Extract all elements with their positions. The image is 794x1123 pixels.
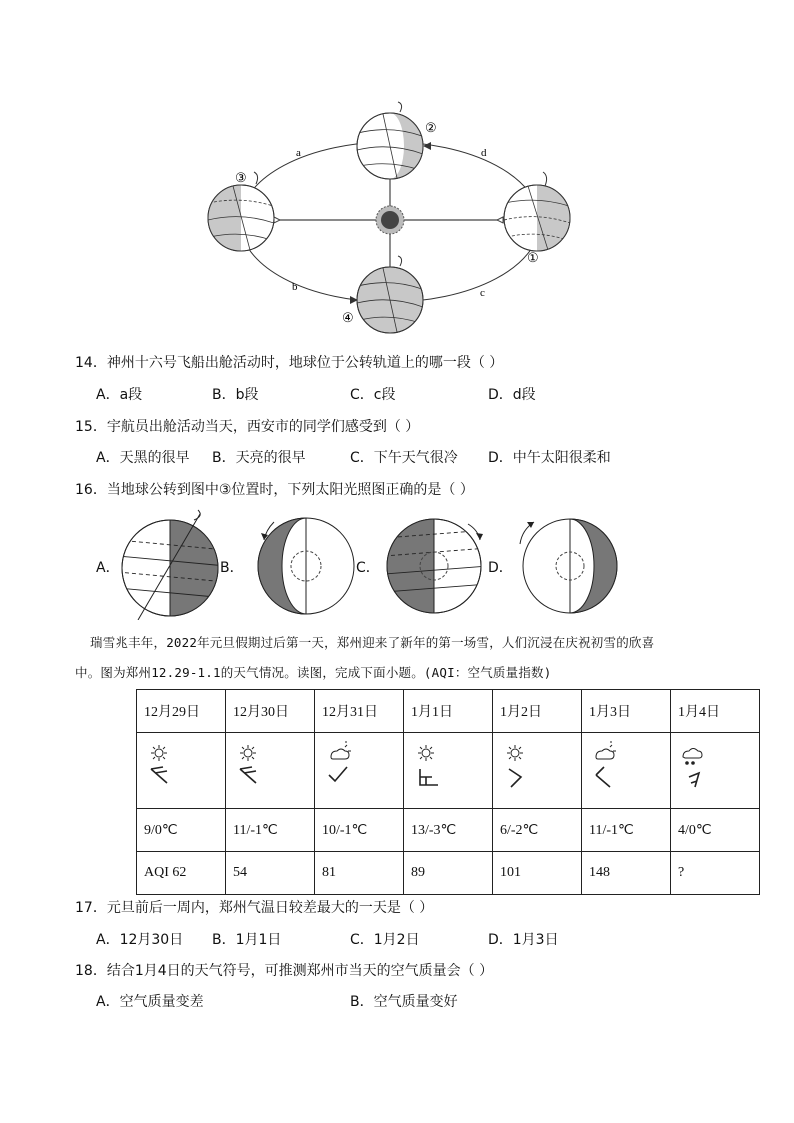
svg-text:c: c	[480, 287, 485, 299]
wind-symbol	[329, 767, 347, 781]
q17-option-c[interactable]: C．1月2日	[350, 932, 420, 948]
date-row	[137, 690, 760, 733]
q16-option-c-label[interactable]: C．	[356, 560, 380, 576]
q15-option-a[interactable]: A．天黑的很早	[96, 450, 190, 466]
svg-text:d: d	[481, 147, 487, 159]
temp-cell: 4/0℃	[671, 809, 760, 852]
weather-table	[136, 689, 760, 895]
snow-icon	[683, 749, 702, 765]
wind-symbol	[240, 767, 256, 783]
sunny-icon	[240, 745, 256, 761]
date-cell: 1月1日	[404, 690, 493, 733]
weather-cell	[493, 733, 582, 809]
passage-line-2: 中。图为郑州12.29-1.1的天气情况。读图，完成下面小题。(AQI：空气质量指数)	[75, 665, 552, 680]
q14-option-a[interactable]: A．a段	[96, 387, 143, 403]
question-17: 17．元旦前后一周内，郑州气温日较差最大的一天是（ ）	[75, 900, 434, 916]
q18-option-b[interactable]: B．空气质量变好	[350, 994, 458, 1010]
weather-cell	[137, 733, 226, 809]
partly-cloudy-icon	[331, 741, 351, 759]
q16-option-d-diagram	[508, 514, 620, 618]
q15-option-b[interactable]: B．天亮的很早	[212, 450, 306, 466]
sun-icon	[376, 206, 404, 234]
aqi-cell: 81	[315, 852, 404, 895]
question-16: 16．当地球公转到图中③位置时，下列太阳光照图正确的是（ ）	[75, 482, 474, 498]
earth-position-2	[357, 102, 423, 179]
svg-text:①: ①	[527, 250, 539, 265]
q17-option-d[interactable]: D．1月3日	[488, 932, 559, 948]
q18-option-a[interactable]: A．空气质量变差	[96, 994, 204, 1010]
aqi-cell: 89	[404, 852, 493, 895]
question-18: 18．结合1月4日的天气符号，可推测郑州市当天的空气质量会（ ）	[75, 963, 494, 979]
date-cell: 1月3日	[582, 690, 671, 733]
wind-symbol	[509, 769, 521, 787]
svg-text:b: b	[292, 281, 298, 293]
q14-option-b[interactable]: B．b段	[212, 387, 259, 403]
wind-symbol	[151, 767, 167, 783]
q16-option-b-label[interactable]: B．	[220, 560, 244, 576]
temp-cell: 11/-1℃	[582, 809, 671, 852]
q16-option-a-label[interactable]: A．	[96, 560, 120, 576]
weather-cell	[671, 733, 760, 809]
question-15: 15．宇航员出舱活动当天，西安市的同学们感受到（ ）	[75, 419, 420, 435]
q15-option-c[interactable]: C．下午天气很冷	[350, 450, 458, 466]
aqi-cell: 148	[582, 852, 671, 895]
earth-position-1	[504, 172, 577, 256]
temp-cell: 11/-1℃	[226, 809, 315, 852]
sunny-icon	[418, 745, 434, 761]
earth-position-4	[357, 256, 423, 333]
q15-option-d[interactable]: D．中午太阳很柔和	[488, 450, 611, 466]
weather-symbol-row	[137, 733, 760, 809]
temp-cell: 10/-1℃	[315, 809, 404, 852]
q17-option-a[interactable]: A．12月30日	[96, 932, 184, 948]
wind-symbol	[420, 769, 438, 785]
partly-cloudy-icon	[596, 741, 616, 759]
q16-option-b-diagram	[250, 514, 362, 618]
aqi-cell: ?	[671, 852, 760, 895]
date-cell: 12月31日	[315, 690, 404, 733]
q17-option-b[interactable]: B．1月1日	[212, 932, 282, 948]
question-14: 14．神州十六号飞船出舱活动时，地球位于公转轨道上的哪一段（ ）	[75, 355, 504, 371]
svg-text:②: ②	[425, 120, 437, 135]
temperature-row	[137, 809, 760, 852]
weather-cell	[226, 733, 315, 809]
temp-cell: 9/0℃	[137, 809, 226, 852]
svg-text:④: ④	[342, 310, 354, 325]
q14-option-d[interactable]: D．d段	[488, 387, 536, 403]
q16-option-c-diagram	[384, 514, 496, 618]
sunny-icon	[507, 745, 523, 761]
temp-cell: 6/-2℃	[493, 809, 582, 852]
date-cell: 1月4日	[671, 690, 760, 733]
passage-line-1: 瑞雪兆丰年，2022年元旦假期过后第一天，郑州迎来了新年的第一场雪，人们沉浸在庆祝初雪的欣喜	[90, 635, 655, 650]
weather-cell	[404, 733, 493, 809]
aqi-cell: 54	[226, 852, 315, 895]
sunny-icon	[151, 745, 167, 761]
wind-symbol	[689, 773, 699, 787]
weather-cell	[315, 733, 404, 809]
aqi-cell: AQI 62	[137, 852, 226, 895]
earth-orbit-figure	[200, 100, 590, 340]
q16-option-d-label[interactable]: D．	[488, 560, 513, 576]
date-cell: 1月2日	[493, 690, 582, 733]
svg-text:③: ③	[235, 170, 247, 185]
date-cell: 12月30日	[226, 690, 315, 733]
svg-text:a: a	[296, 147, 301, 159]
q14-option-c[interactable]: C．c段	[350, 387, 396, 403]
wind-symbol	[596, 767, 610, 787]
aqi-row	[137, 852, 760, 895]
q16-option-a-diagram	[118, 508, 226, 620]
weather-cell	[582, 733, 671, 809]
date-cell: 12月29日	[137, 690, 226, 733]
aqi-cell: 101	[493, 852, 582, 895]
temp-cell: 13/-3℃	[404, 809, 493, 852]
